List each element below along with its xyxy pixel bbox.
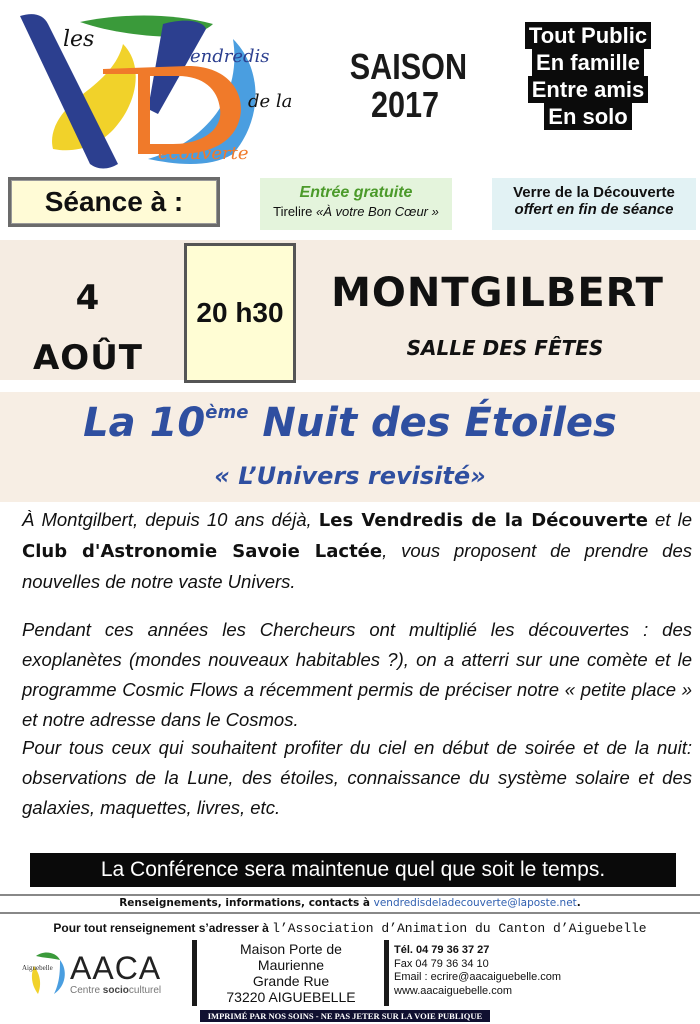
print-notice: IMPRIMÉ PAR NOS SOINS - NE PAS JETER SUR LA VOIE PUBLIQUE bbox=[200, 1010, 490, 1022]
phone-number: Tél. 04 79 36 37 27 bbox=[394, 944, 490, 956]
paragraph-activities: Pour tous ceux qui souhaitent profiter du ciel en début de soirée et de la nuit: observations de la Lune, des étoiles, connaissance du système solaire et des galaxies, maquettes, livres, etc. bbox=[22, 737, 692, 818]
title-ordinal: ème bbox=[205, 402, 249, 423]
logo-text-dela: de la bbox=[248, 91, 293, 112]
vendredis-decouverte-logo bbox=[8, 4, 328, 172]
info-text: Renseignements, informations, contacts à bbox=[119, 897, 374, 909]
paragraph-discoveries: Pendant ces années les Chercheurs ont multiplié les découvertes : des exoplanètes (mondes nouveaux habitables ?), on a atterri sur une comète et le programme Cosmic Flows a récemment permis de préciser notre « petite place » et notre adresse dans le Cosmos. bbox=[22, 619, 692, 730]
website-link[interactable]: www.aacaiguebelle.com bbox=[394, 984, 513, 997]
association-line bbox=[0, 921, 700, 936]
event-place: MONTGILBERT bbox=[331, 270, 664, 316]
free-entry-subtitle bbox=[260, 204, 452, 219]
aaca-sub-c: culturel bbox=[128, 985, 162, 996]
weather-notice-banner: La Conférence sera maintenue quel que soit le temps. bbox=[30, 853, 676, 887]
season-line1: SAISON bbox=[349, 46, 468, 87]
logo-text-decouverte: écouverte bbox=[158, 143, 249, 164]
season-label bbox=[349, 46, 468, 125]
paragraph-intro bbox=[22, 505, 692, 597]
event-day: 4 bbox=[75, 278, 101, 318]
divider-bar bbox=[384, 940, 389, 1006]
seance-label: Séance à : bbox=[8, 177, 220, 227]
org-name: Les Vendredis de la Découverte bbox=[318, 510, 648, 531]
contact-email-link[interactable]: vendredisdeladecouverte@laposte.net bbox=[373, 897, 577, 909]
logo-text-les: les bbox=[63, 27, 95, 52]
aaca-logo-text: AACA bbox=[70, 950, 162, 986]
event-title bbox=[0, 400, 700, 446]
audience-item: En famille bbox=[532, 49, 644, 76]
address-line: 73220 AIGUEBELLE bbox=[226, 989, 356, 1005]
info-end: . bbox=[576, 897, 581, 909]
address-line: Maurienne bbox=[257, 957, 325, 973]
intro-text: À Montgilbert, depuis 10 ans déjà, bbox=[22, 509, 319, 530]
logo-text-vendredis: endredis bbox=[190, 46, 270, 67]
divider bbox=[0, 894, 700, 896]
postal-address bbox=[206, 941, 376, 1005]
drink-offer-line1: Verre de la Découverte bbox=[513, 184, 675, 201]
aaca-logo-mark bbox=[26, 950, 70, 996]
contact-info-line bbox=[0, 897, 700, 909]
aaca-subtitle bbox=[70, 985, 161, 996]
address-line: Maison Porte de bbox=[240, 941, 342, 957]
club-name: Club d'Astronomie Savoie Lactée bbox=[22, 541, 383, 562]
event-subtitle: « L’Univers revisité» bbox=[214, 462, 486, 490]
free-entry-title: Entrée gratuite bbox=[299, 184, 413, 201]
title-suffix: Nuit des Étoiles bbox=[248, 400, 617, 446]
intro-text: , vous proposent de prendre des nouvelles de notre vaste Univers. bbox=[22, 540, 692, 592]
audience-item: Entre amis bbox=[528, 76, 649, 103]
divider-bar bbox=[192, 940, 197, 1006]
event-date bbox=[28, 268, 148, 388]
event-room: SALLE DES FÊTES bbox=[406, 336, 604, 360]
fax-number: Fax 04 79 36 34 10 bbox=[394, 957, 489, 970]
assoc-name: l’Association d’Animation du Canton d’Aiguebelle bbox=[272, 921, 647, 936]
event-time: 20 h30 bbox=[184, 243, 296, 383]
season-year: 2017 bbox=[370, 84, 440, 125]
contact-details bbox=[394, 944, 654, 998]
event-month: AOÛT bbox=[32, 338, 144, 378]
drink-offer-box bbox=[492, 178, 696, 230]
audience-item: En solo bbox=[544, 103, 631, 130]
audience-list bbox=[498, 22, 678, 130]
address-line: Grande Rue bbox=[252, 973, 330, 989]
drink-offer-line2: offert en fin de séance bbox=[514, 201, 674, 218]
tirelire-label: Tirelire bbox=[273, 204, 317, 219]
aaca-sub-a: Centre bbox=[70, 985, 103, 996]
free-entry-box bbox=[260, 178, 452, 230]
assoc-prefix: Pour tout renseignement s’adresser à bbox=[53, 921, 273, 935]
divider bbox=[0, 912, 700, 914]
aaca-sub-b: socio bbox=[102, 985, 129, 996]
aiguebelle-label: Aiguebelle bbox=[22, 964, 53, 972]
intro-text: et le bbox=[647, 509, 692, 530]
bon-coeur-text: «À votre Bon Cœur » bbox=[316, 204, 439, 219]
email-address[interactable]: Email : ecrire@aacaiguebelle.com bbox=[394, 971, 562, 983]
audience-item: Tout Public bbox=[525, 22, 651, 49]
title-prefix: La 10 bbox=[83, 400, 206, 446]
